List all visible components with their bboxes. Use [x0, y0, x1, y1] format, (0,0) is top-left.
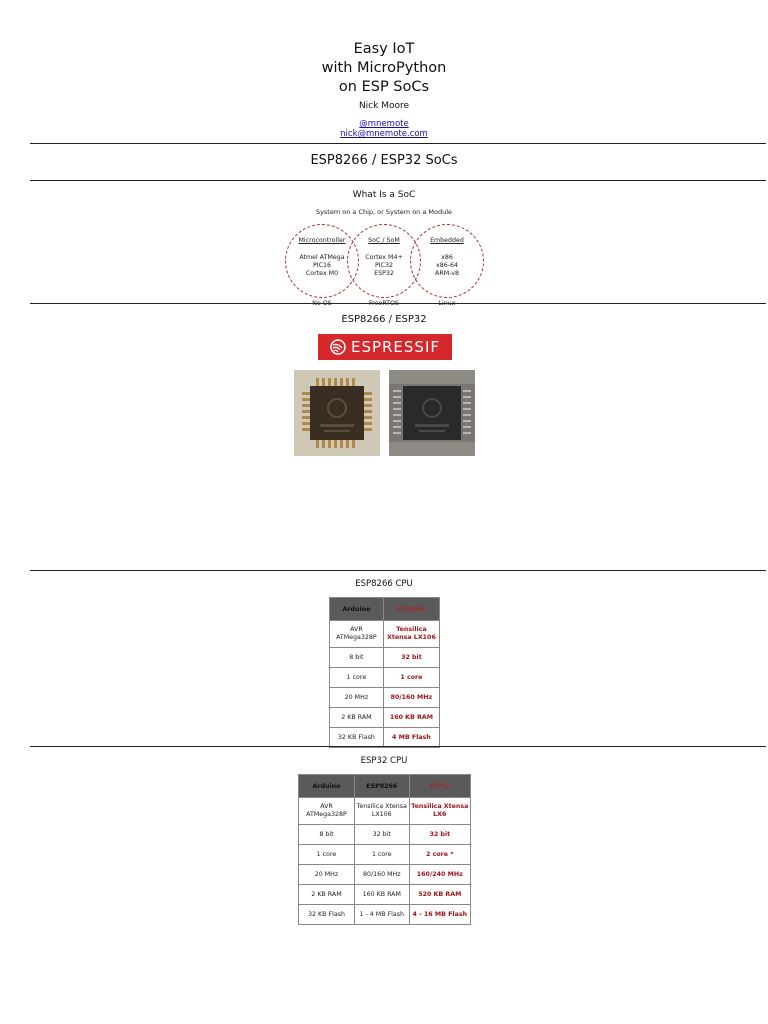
table-cell: 2 KB RAM: [330, 708, 384, 728]
table-cell: 8 bit: [299, 825, 355, 845]
table-cell: 32 bit: [383, 648, 439, 668]
divider: [30, 143, 766, 144]
table-cell: 20 MHz: [330, 688, 384, 708]
esp8266-cpu-table: [329, 597, 440, 748]
table-cell: AVR ATMega328P: [330, 621, 384, 648]
table-cell: 4 - 16 MB Flash: [409, 905, 470, 925]
esp32-chip-photo: [389, 370, 475, 456]
venn-label-microcontroller: Microcontroller: [298, 237, 346, 244]
esp32-cpu-table: [298, 774, 471, 925]
twitter-link[interactable]: @mnemote: [359, 119, 409, 129]
table-cell: 4 MB Flash: [383, 728, 439, 748]
table-header: ESP8266: [383, 598, 439, 621]
table-cell: Tensilica Xtensa LX6: [409, 798, 470, 825]
table-cell: 1 core: [354, 845, 409, 865]
table-cell: 1 core: [330, 668, 384, 688]
venn-footer-microcontroller: No OS: [312, 300, 332, 307]
table-cell: 520 KB RAM: [409, 885, 470, 905]
doc-title: [0, 40, 768, 97]
table-cell: 1 - 4 MB Flash: [354, 905, 409, 925]
table-header: Arduino: [330, 598, 384, 621]
table-header: Arduino: [299, 775, 355, 798]
esp8266-cpu-title: ESP8266 CPU: [355, 579, 413, 589]
table-cell: 2 core *: [409, 845, 470, 865]
table-header: ESP8266: [354, 775, 409, 798]
table-cell: 160 KB RAM: [383, 708, 439, 728]
table-cell: 80/160 MHz: [354, 865, 409, 885]
venn-label-embedded: Embedded: [430, 237, 464, 244]
table-cell: 32 KB Flash: [330, 728, 384, 748]
table-cell: 2 KB RAM: [299, 885, 355, 905]
table-cell: 1 core: [299, 845, 355, 865]
table-cell: Tensilica Xtensa LX106: [354, 798, 409, 825]
venn-footer-embedded: Linux: [438, 300, 456, 307]
email-link[interactable]: nick@mnemote.com: [340, 129, 428, 139]
table-cell: 32 bit: [409, 825, 470, 845]
title-line-2: with MicroPython: [321, 60, 447, 76]
table-cell: 20 MHz: [299, 865, 355, 885]
table-cell: 160/240 MHz: [409, 865, 470, 885]
table-cell: 1 core: [383, 668, 439, 688]
logo-wordmark: ESPRESSIF: [350, 338, 441, 356]
venn-items-soc: Cortex M4+ PIC32 ESP32: [365, 254, 403, 277]
venn-label-soc: SoC / SoM: [368, 237, 400, 244]
venn-items-embedded: x86 x86-64 ARM-v8: [435, 254, 459, 277]
esp32-cpu-title: ESP32 CPU: [360, 756, 408, 766]
divider: [30, 570, 766, 571]
soc-subtitle: System on a Chip, or System on a Module: [315, 208, 453, 216]
title-line-1: Easy IoT: [353, 41, 415, 57]
venn-footer-soc: FreeRTOS: [368, 300, 400, 307]
venn-items-microcontroller: Atmel ATMega PIC16 Cortex M0: [299, 254, 345, 277]
table-cell: AVR ATMega328P: [299, 798, 355, 825]
table-header: ESP32: [409, 775, 470, 798]
title-line-3: on ESP SoCs: [338, 79, 430, 95]
table-cell: 32 KB Flash: [299, 905, 355, 925]
author-name: Nick Moore: [358, 101, 410, 111]
table-cell: Tensilica Xtensa LX106: [383, 621, 439, 648]
divider: [30, 180, 766, 181]
espressif-logo: [318, 334, 452, 360]
section-title-socs: ESP8266 / ESP32 SoCs: [310, 153, 458, 168]
section-title-esp: ESP8266 / ESP32: [341, 314, 427, 325]
table-cell: 8 bit: [330, 648, 384, 668]
table-cell: 160 KB RAM: [354, 885, 409, 905]
table-cell: 32 bit: [354, 825, 409, 845]
divider: [30, 746, 766, 747]
espressif-mark-icon: [330, 339, 346, 355]
esp8266-chip-photo: [294, 370, 380, 456]
soc-heading: What Is a SoC: [352, 190, 416, 200]
table-cell: 80/160 MHz: [383, 688, 439, 708]
